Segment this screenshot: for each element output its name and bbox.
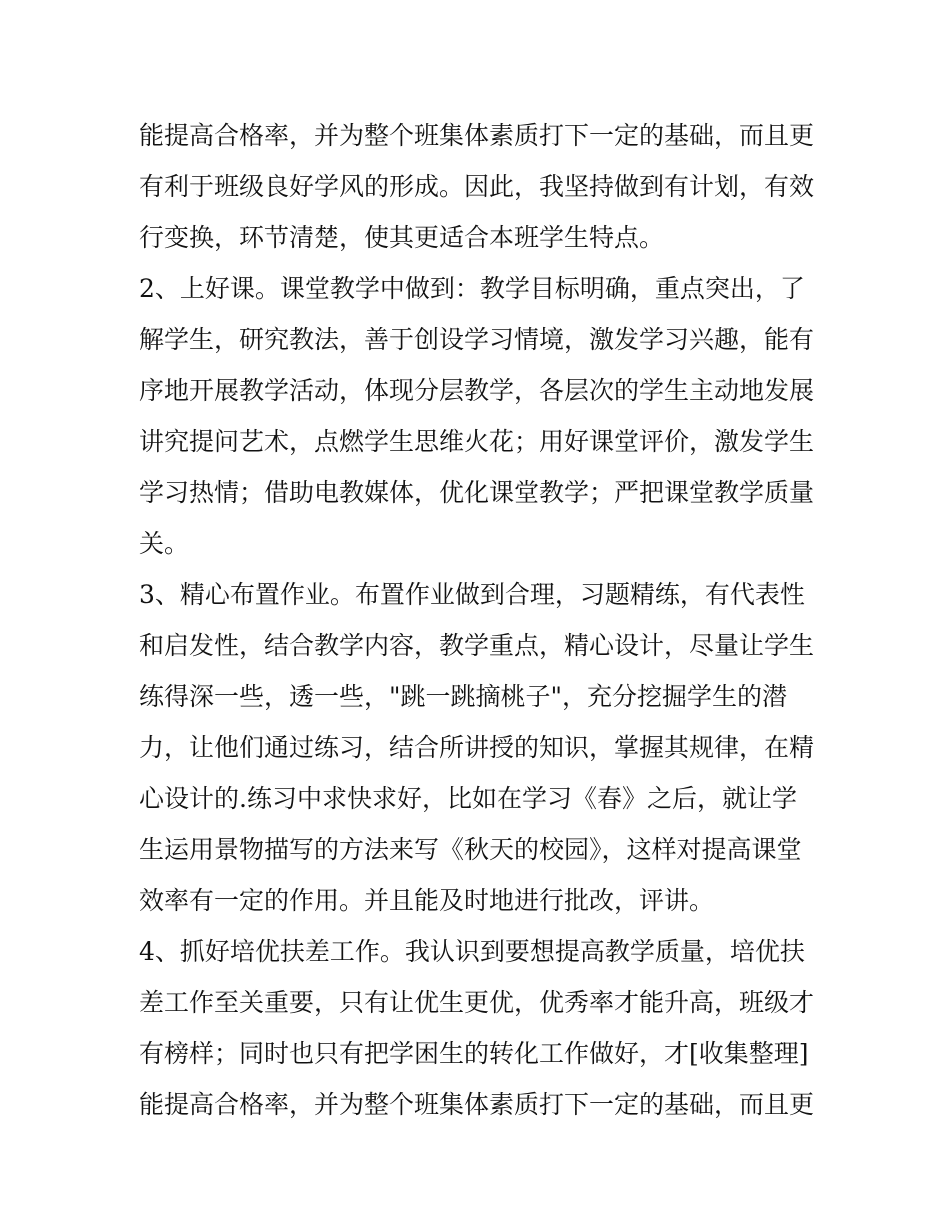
text-line: 学习热情；借助电教媒体，优化课堂教学；严把课堂教学质量 [139, 478, 815, 507]
text-line: 讲究提问艺术，点燃学生思维火花；用好课堂评价，激发学生 [139, 427, 815, 456]
text-line: 有利于班级良好学风的形成。因此，我坚持做到有计划，有效 [139, 172, 815, 201]
text-line: 力，让他们通过练习，结合所讲授的知识，掌握其规律，在精 [139, 733, 815, 762]
text-line: 行变换，环节清楚，使其更适合本班学生特点。 [139, 223, 665, 252]
text-line: 效率有一定的作用。并且能及时地进行批改，评讲。 [139, 886, 715, 915]
text-line: 能提高合格率，并为整个班集体素质打下一定的基础，而且更 [139, 121, 815, 150]
document-body [139, 110, 819, 1130]
text-line: 生运用景物描写的方法来写《秋天的校园》，这样对提高课堂 [139, 835, 802, 864]
text-line: 2、上好课。课堂教学中做到：教学目标明确，重点突出，了 [139, 274, 805, 303]
text-line: 心设计的.练习中求快求好，比如在学习《春》之后，就让学 [139, 784, 797, 813]
text-line: 和启发性，结合教学内容，教学重点，精心设计，尽量让学生 [139, 631, 815, 660]
text-line: 序地开展教学活动，体现分层教学，各层次的学生主动地发展 [139, 376, 815, 405]
text-line: 有榜样；同时也只有把学困生的转化工作做好，才[收集整理] [139, 1039, 809, 1068]
text-line: 3、精心布置作业。布置作业做到合理，习题精练，有代表性 [139, 580, 805, 609]
text-line: 能提高合格率，并为整个班集体素质打下一定的基础，而且更 [139, 1090, 815, 1119]
text-line: 差工作至关重要，只有让优生更优，优秀率才能升高，班级才 [139, 988, 815, 1017]
text-line: 关。 [139, 529, 190, 558]
text-line: 练得深一些，透一些，"跳一跳摘桃子"，充分挖掘学生的潜 [139, 682, 788, 711]
text-line: 4、抓好培优扶差工作。我认识到要想提高教学质量，培优扶 [139, 937, 805, 966]
text-line: 解学生，研究教法，善于创设学习情境，激发学习兴趣，能有 [139, 325, 815, 354]
